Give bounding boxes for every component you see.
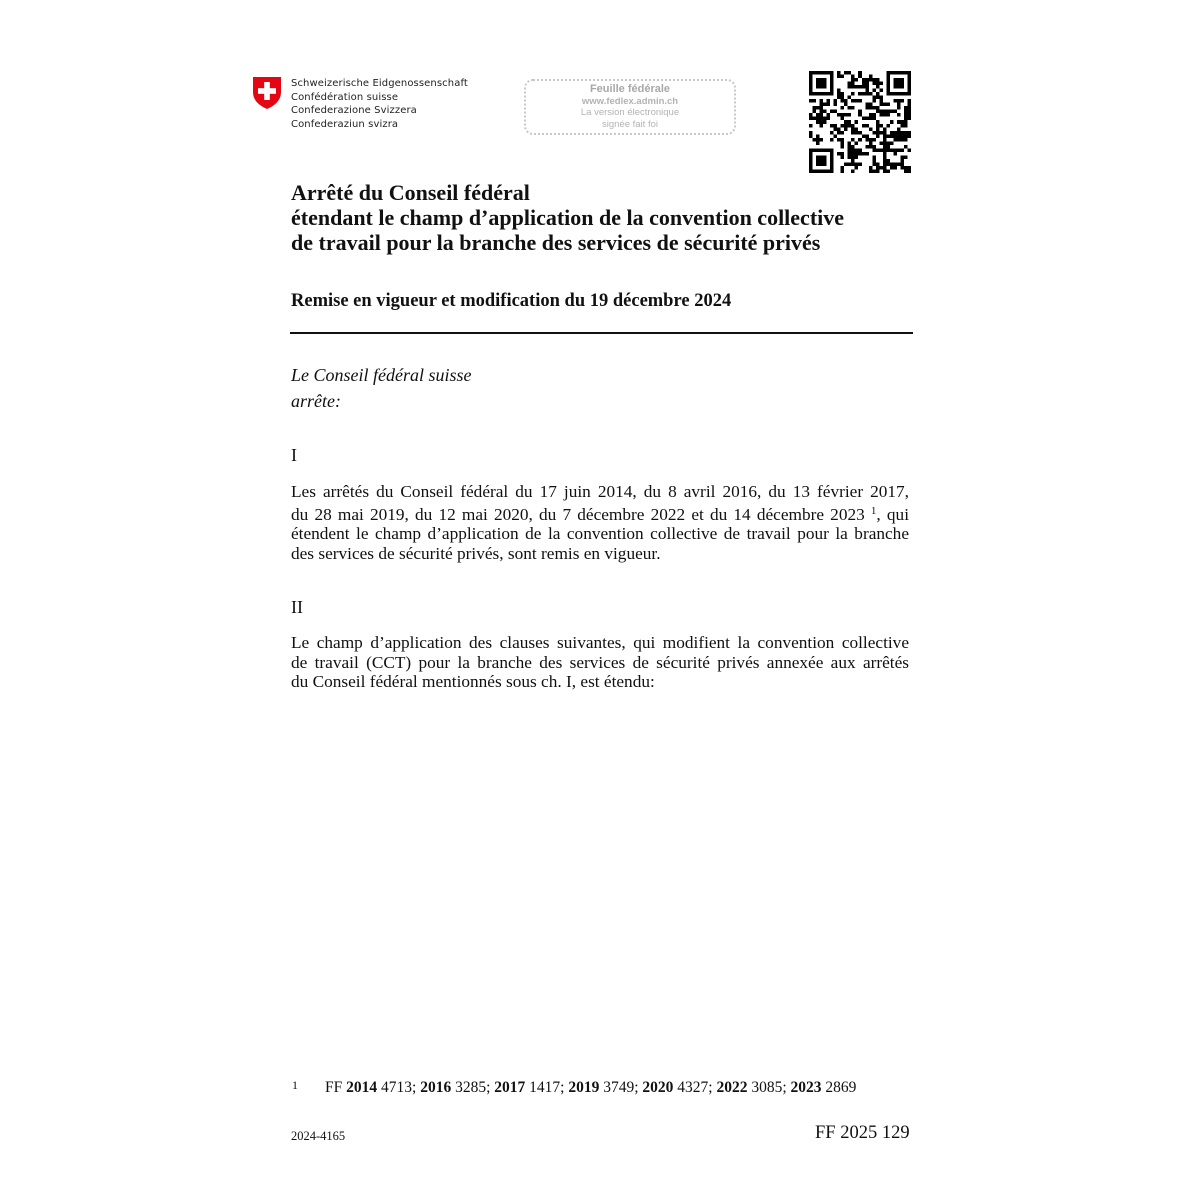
title-divider	[290, 332, 913, 334]
federal-gazette-reference: FF 2025 129	[815, 1123, 910, 1143]
footnote-mark: 1	[292, 1078, 298, 1092]
footnote-reference[interactable]: 1	[870, 504, 877, 517]
confederation-names	[291, 77, 468, 131]
confederation-name-rm: Confederaziun svizra	[291, 118, 399, 130]
footnote-ref-year: 2014	[346, 1079, 378, 1096]
confederation-name-fr: Confédération suisse	[291, 91, 399, 103]
paragraph-line: étendent le champ d’application de la convention collective de travail pour la branche	[291, 524, 909, 544]
footnote-ref-year: 2017	[494, 1079, 526, 1096]
footnote-text	[325, 1079, 856, 1097]
document-title	[291, 180, 931, 255]
section-2-paragraph	[291, 633, 909, 692]
stamp-url: www.fedlex.admin.ch	[581, 96, 679, 107]
stamp-note-1: La version électronique	[580, 107, 680, 118]
section-number-1: I	[291, 445, 297, 465]
title-line-3: de travail pour la branche des services de sécurité privés	[291, 230, 821, 255]
title-line-1: Arrêté du Conseil fédéral	[291, 180, 530, 205]
footnote-ref-page: 3085;	[747, 1079, 791, 1096]
footnote-ref-page: 2869	[821, 1079, 857, 1096]
stamp-title: Feuille fédérale	[589, 83, 671, 95]
qr-code-icon	[809, 71, 911, 173]
confederation-name-de: Schweizerische Eidgenossenschaft	[291, 78, 468, 89]
paragraph-line: de travail (CCT) pour la branche des services de sécurité privés annexée aux arrêtés	[291, 652, 909, 672]
preamble-line-2: arrête:	[291, 391, 341, 411]
footnote-ref-page: 3749;	[599, 1079, 643, 1096]
footnote-ref-year: 2022	[716, 1079, 748, 1096]
footnote-ref-year: 2023	[790, 1079, 822, 1096]
section-1-paragraph	[291, 482, 909, 563]
paragraph-line: Les arrêtés du Conseil fédéral du 17 juin 2014, du 8 avril 2016, du 13 février 2017,	[291, 482, 909, 501]
footnote-ref-year: 2019	[568, 1079, 600, 1096]
footnote-ref-page: 4327;	[673, 1079, 717, 1096]
footnote-prefix: FF	[325, 1079, 347, 1096]
document-number: 2024-4165	[291, 1129, 346, 1143]
preamble	[291, 362, 472, 414]
stamp-note-2: signée fait foi	[602, 119, 658, 130]
paragraph-line-text: , qui	[876, 504, 909, 524]
document-subtitle: Remise en vigueur et modification du 19 décembre 2024	[291, 291, 732, 311]
paragraph-line: du Conseil fédéral mentionnés sous ch. I, est étendu:	[291, 672, 655, 692]
paragraph-line	[291, 502, 909, 525]
confederation-name-it: Confederazione Svizzera	[291, 105, 417, 116]
footnote-ref-page: 1417;	[525, 1079, 569, 1096]
signature-stamp	[524, 79, 736, 135]
footnote-ref-year: 2016	[420, 1079, 452, 1096]
section-number-2: II	[291, 597, 303, 617]
preamble-line-1: Le Conseil fédéral suisse	[291, 365, 472, 385]
title-line-2: étendant le champ d’application de la convention collective	[291, 205, 845, 230]
footnote-ref-year: 2020	[642, 1079, 674, 1096]
footnote-ref-page: 3285;	[451, 1079, 495, 1096]
paragraph-line: Le champ d’application des clauses suivantes, qui modifient la convention collective	[291, 633, 909, 652]
paragraph-line-text: du 28 mai 2019, du 12 mai 2020, du 7 décembre 2022 et du 14 décembre 2023	[291, 504, 865, 524]
footnote-ref-page: 4713;	[377, 1079, 421, 1096]
swiss-coat-of-arms-icon	[252, 76, 282, 110]
paragraph-line: des services de sécurité privés, sont remis en vigueur.	[291, 543, 661, 563]
